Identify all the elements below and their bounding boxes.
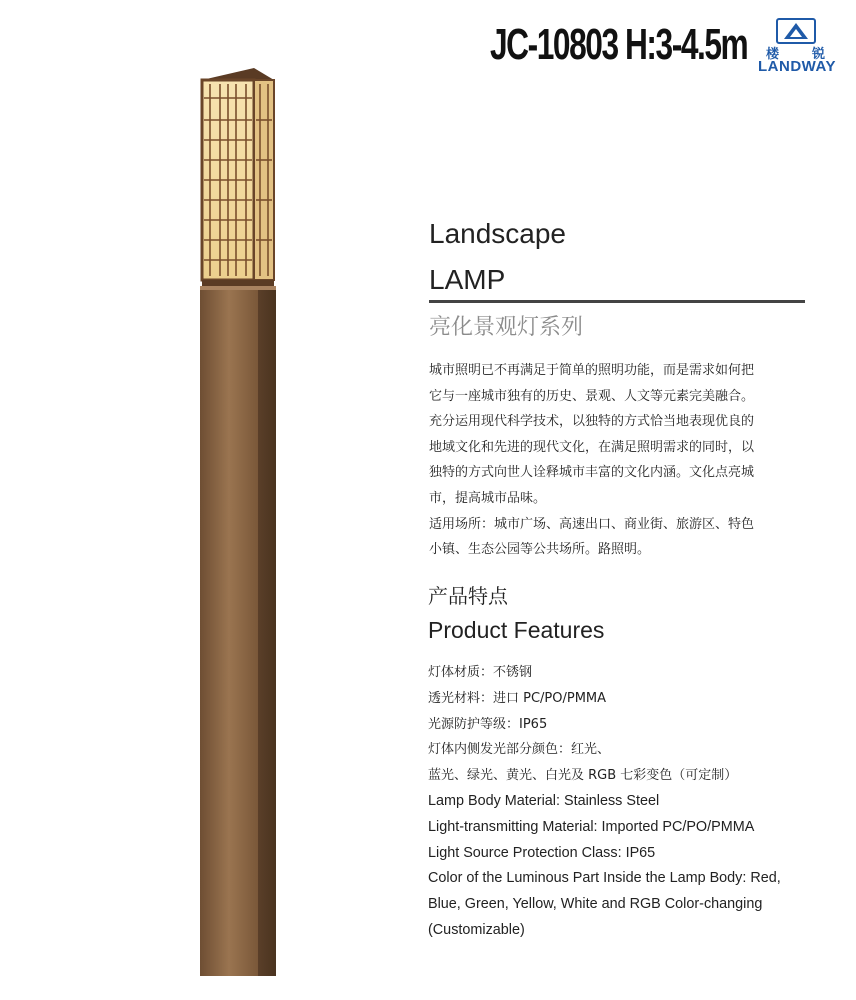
lamp-illustration (190, 58, 300, 978)
intro-line: 市，提高城市品味。 (429, 490, 547, 506)
brand-cn-char-1: 楼 (766, 47, 780, 62)
landway-logo-icon (776, 18, 816, 44)
intro-line: 适用场所：城市广场、高速出口、商业街、旅游区、特色 (429, 516, 755, 532)
features-heading-en: Product Features (428, 617, 605, 643)
feature-line-cn: 光源防护等级：IP65 (428, 716, 548, 732)
title-landscape: Landscape (429, 218, 567, 249)
feature-line-cn: 灯体内侧发光部分颜色：红光、 (428, 742, 611, 758)
intro-paragraph (429, 358, 819, 563)
series-name: 亮化景观灯系列 (429, 315, 584, 340)
features-heading-cn: 产品特点 (428, 584, 508, 608)
intro-line: 充分运用现代科学技术，以独特的方式恰当地表现优良的 (429, 414, 755, 430)
intro-line: 城市照明已不再满足于简单的照明功能，而是需求如何把 (429, 363, 755, 378)
feature-line-cn: 透光材料：进口 PC/PO/PMMA (428, 690, 607, 706)
title-divider (429, 300, 805, 303)
brand-logo (752, 18, 842, 76)
pole-side (258, 286, 276, 976)
feature-line-en: Light Source Protection Class: IP65 (428, 844, 656, 861)
brand-name: LANDWAY (758, 58, 836, 75)
features-list (428, 660, 848, 944)
intro-line: 它与一座城市独有的历史、景观、人文等元素完美融合。 (429, 388, 755, 404)
model-title: JC-10803 H:3-4.5m (490, 20, 748, 69)
intro-line: 独特的方式向世人诠释城市丰富的文化内涵。文化点亮城 (429, 465, 755, 481)
feature-line-en: Color of the Luminous Part Inside the Lamp Body: Red, (428, 870, 781, 887)
intro-line: 小镇、生态公园等公共场所。路照明。 (429, 542, 651, 558)
feature-line-en: (Customizable) (428, 921, 525, 938)
title-lamp: LAMP (429, 264, 506, 295)
pole-front (200, 286, 258, 976)
feature-line-cn: 灯体材质：不锈钢 (428, 665, 533, 680)
feature-line-en: Blue, Green, Yellow, White and RGB Color-changing (428, 896, 763, 913)
intro-line: 地域文化和先进的现代文化，在满足照明需求的同时，以 (429, 439, 755, 455)
feature-line-en: Lamp Body Material: Stainless Steel (428, 792, 660, 809)
lantern-side (254, 80, 274, 280)
brand-cn-char-2: 锐 (812, 47, 826, 62)
feature-line-en: Light-transmitting Material: Imported PC/PO/PMMA (428, 818, 755, 835)
feature-line-cn: 蓝光、绿光、黄光、白光及 RGB 七彩变色（可定制） (428, 768, 738, 784)
